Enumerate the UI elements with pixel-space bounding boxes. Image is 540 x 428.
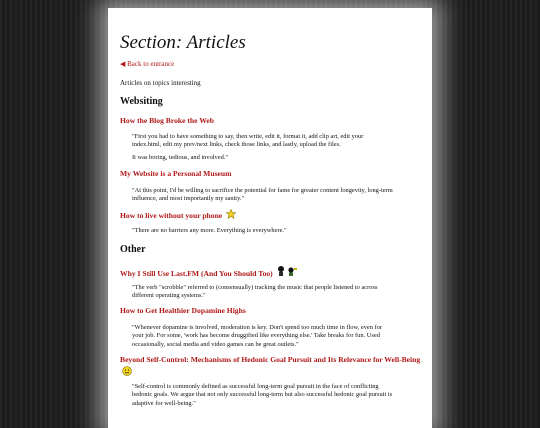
back-arrow-icon: ◀ (120, 60, 126, 68)
article-quote: "At this point, I'd be willing to sacrifice the potential for fame for greater content longevity, long-term influence, and most importantly my sanity." (132, 187, 393, 203)
smiley-icon (122, 366, 132, 380)
article-quote: "Whenever dopamine is involved, moderation is key. Don't spend too much time in flow, even for your job. For some, 'work has become druggified like everything else.' Take breaks for fun. Used occasionally, social media and video games can be great outlets." (132, 324, 382, 348)
article-quote: "Self-control is commonly defined as successful long-term goal pursuit in the face of conflicting hedonic goals. We argue that not only successful long-term but also successful hedonic goal pursuit is adaptive for well-being." (132, 383, 393, 407)
article-quote: "First you had to have something to say, then write, edit it, format it, add clip art, edit your index.html, edit my prev/next links, check those links, and lastly, upload the files. (132, 133, 364, 149)
article-quote: "There are no barriers any more. Everything is everywhere." (132, 227, 287, 234)
article-quote: "The verb "scrobble" referred to (consensually) tracking the music that people listened to across different operating systems." (132, 284, 378, 300)
article-title: Why I Still Use Last.FM (And You Should Too) (120, 269, 273, 278)
intro-text: Articles on topics interesting (120, 79, 201, 87)
back-link-label: Back to entrance (127, 60, 175, 68)
music-critters-icon (277, 265, 299, 281)
star-icon (226, 209, 236, 223)
page-title: Section: Articles (120, 32, 246, 53)
article-link-beyond-self-control[interactable] (120, 355, 422, 379)
article-link-lastfm[interactable] (120, 265, 422, 281)
back-link[interactable] (120, 60, 174, 68)
article-link-live-without-phone[interactable] (120, 209, 422, 223)
article-title: Beyond Self-Control: Mechanisms of Hedonic Goal Pursuit and Its Relevance for Well-Being (120, 355, 421, 364)
section-heading-websiting: Websiting (120, 96, 163, 107)
article-link-personal-museum[interactable]: My Website is a Personal Museum (120, 169, 232, 178)
article-link-blog-broke-web[interactable]: How the Blog Broke the Web (120, 116, 215, 125)
article-quote-extra: It was boring, tedious, and involved." (132, 154, 228, 161)
section-heading-other: Other (120, 244, 146, 255)
content-page (108, 8, 432, 428)
article-title: How to live without your phone (120, 211, 223, 220)
article-link-dopamine[interactable]: How to Get Healthier Dopamine Highs (120, 306, 246, 315)
